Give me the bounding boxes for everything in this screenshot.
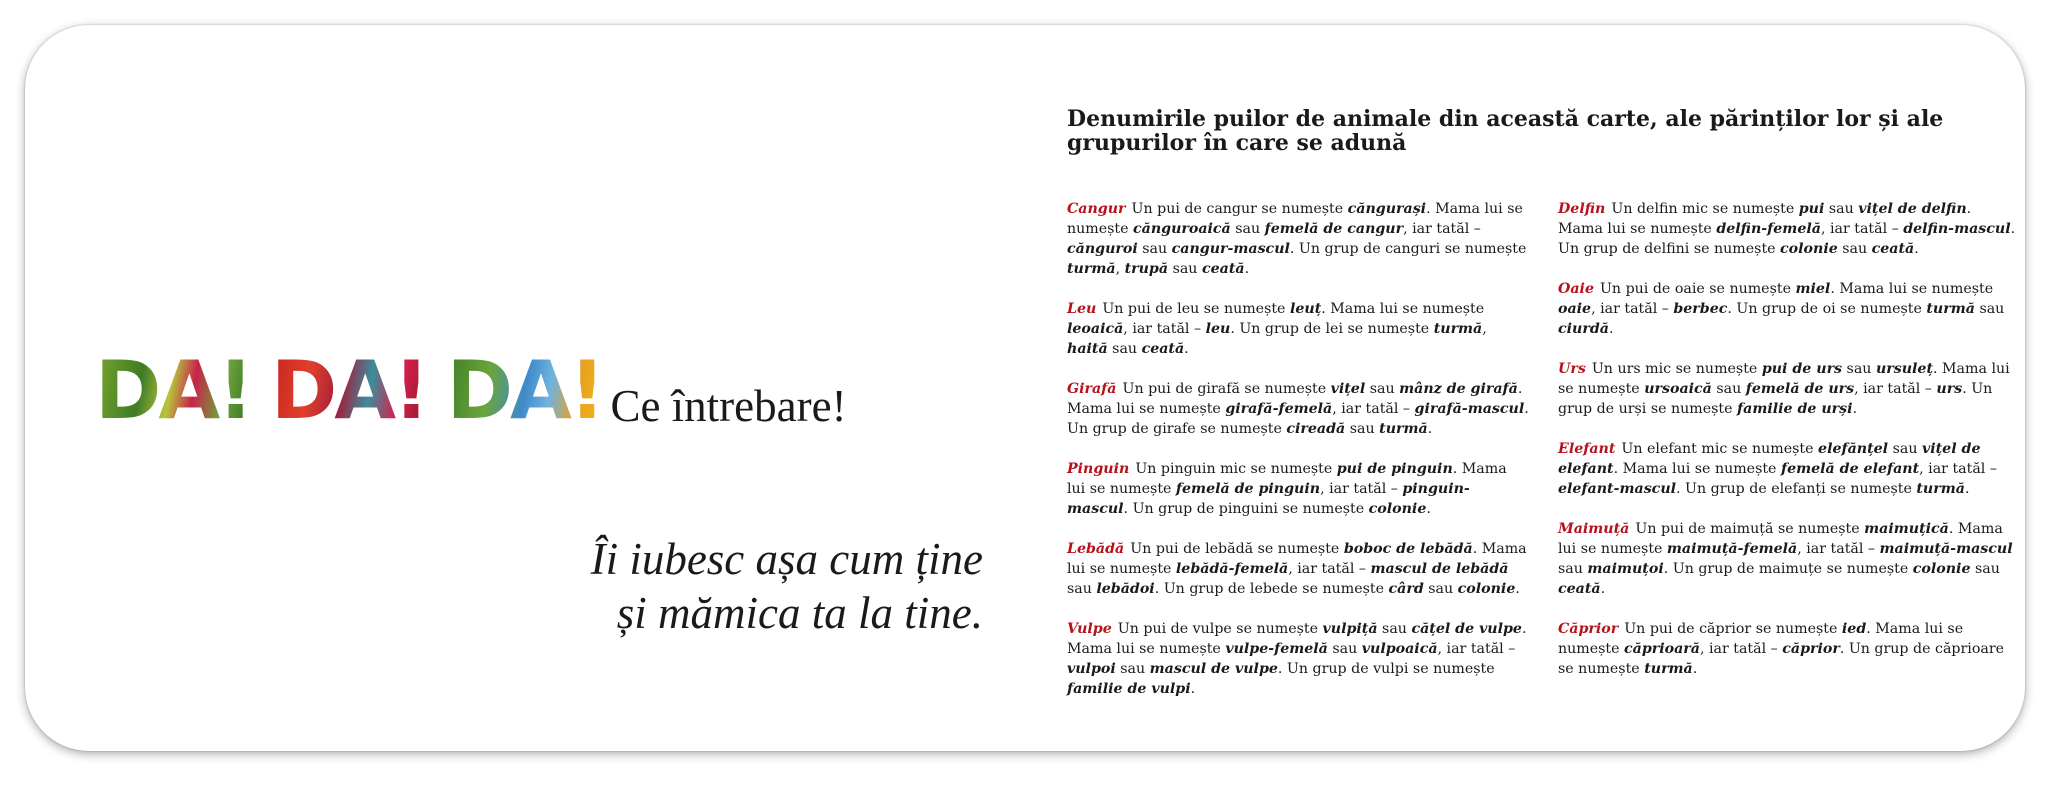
entry-text: sau	[1168, 261, 1202, 277]
entry-text: , iar tatăl –	[1123, 321, 1206, 337]
entry-text: sau	[1327, 641, 1362, 657]
entry-text: sau	[1365, 381, 1400, 397]
term: turmă	[1926, 301, 1975, 317]
term: cățel de vulpe	[1411, 621, 1522, 637]
glossary-entry	[1558, 199, 2020, 259]
term: trupă	[1124, 261, 1169, 277]
term: vulpe-femelă	[1225, 641, 1328, 657]
tagline: Ce întrebare!	[610, 381, 847, 431]
glossary-entry	[1558, 359, 2020, 419]
term: mascul de lebădă	[1370, 561, 1509, 577]
entry-text: . Un grup de oi se numește	[1727, 301, 1927, 317]
entry-text: . Mama lui se numește	[1613, 461, 1781, 477]
entry-text: Un pui de maimuță se numește	[1635, 521, 1865, 537]
term: ied	[1841, 621, 1867, 637]
term: delfin-femelă	[1716, 221, 1821, 237]
entry-text: .	[1190, 681, 1196, 697]
entry-text: . Un grup de girafe se numește	[1067, 401, 1529, 437]
term: cireadă	[1286, 421, 1346, 437]
animal-name: Cangur	[1067, 201, 1126, 217]
entry-text: . Mama lui se numește	[1558, 621, 1964, 657]
animal-name: Vulpe	[1067, 621, 1112, 637]
term: căprioară	[1624, 641, 1700, 657]
entry-text: . Mama lui se numește	[1067, 461, 1507, 497]
term: vulpoaică	[1361, 641, 1438, 657]
entry-text: sau	[1137, 241, 1172, 257]
animal-name: Pinguin	[1067, 461, 1130, 477]
entry-text: Un delfin mic se numește	[1611, 201, 1799, 217]
term: cănguroi	[1067, 241, 1138, 257]
entry-text: Un pui de vulpe se numește	[1117, 621, 1323, 637]
term: pui	[1798, 201, 1825, 217]
term: familie de urși	[1737, 401, 1853, 417]
entry-text: , iar tatăl –	[1320, 481, 1403, 497]
entry-text: sau	[1230, 221, 1265, 237]
entry-text: sau	[1345, 421, 1380, 437]
animal-name: Leu	[1067, 301, 1097, 317]
animal-name: Girafă	[1067, 381, 1117, 397]
term: oaie	[1558, 301, 1592, 317]
book-spread	[25, 25, 2025, 751]
entry-text: .	[1692, 661, 1698, 677]
animal-name: Urs	[1558, 361, 1586, 377]
entry-text: ,	[1482, 321, 1487, 337]
entry-text: Un pinguin mic se numește	[1135, 461, 1337, 477]
entry-text: . Mama lui se numește	[1067, 201, 1523, 237]
entry-text: . Un grup de lei se numește	[1230, 321, 1434, 337]
entry-text: , iar tatăl –	[1919, 461, 1997, 477]
entry-text: .	[1244, 261, 1250, 277]
entry-text: .	[1964, 481, 1970, 497]
entry-text: , iar tatăl –	[1437, 641, 1516, 657]
animal-name: Lebădă	[1067, 541, 1125, 557]
term: ursuleț	[1875, 361, 1934, 377]
love-line: Îi iubesc așa cum ține	[590, 534, 983, 584]
entry-text: Un pui de căprior se numește	[1624, 621, 1842, 637]
term: maimuțoi	[1587, 561, 1664, 577]
glossary-entry	[1558, 519, 2020, 599]
term: căprior	[1782, 641, 1840, 657]
animal-name: Căprior	[1558, 621, 1619, 637]
entry-text: . Un grup de canguri se numește	[1289, 241, 1527, 257]
term: turmă	[1379, 421, 1428, 437]
entry-text: Un pui de lebădă se numește	[1130, 541, 1344, 557]
entry-text: . Mama lui se numește	[1558, 521, 2003, 557]
term: ursoaică	[1644, 381, 1712, 397]
entry-text: , iar tatăl –	[1332, 401, 1415, 417]
entry-text: , iar tatăl –	[1854, 381, 1937, 397]
term: ceată	[1141, 341, 1185, 357]
term: turmă	[1067, 261, 1116, 277]
term: cangur-mascul	[1171, 241, 1290, 257]
entry-text: . Un grup de elefanți se numește	[1676, 481, 1917, 497]
term: elefănțel	[1818, 441, 1889, 457]
entry-text: sau	[1974, 301, 2005, 317]
term: mânz de girafă	[1399, 381, 1518, 397]
glossary-entry	[1558, 619, 2020, 679]
term: girafă-mascul	[1414, 401, 1525, 417]
term: cănguroaică	[1133, 221, 1231, 237]
term: vițel de elefant	[1558, 441, 1981, 477]
term: femelă de elefant	[1780, 461, 1920, 477]
page-heading: Denumirile puilor de animale din această carte, ale părinților lor și ale grupurilor în care se adună	[1067, 106, 1944, 156]
da-word: DA!	[95, 344, 251, 437]
glossary-entry	[1067, 539, 1529, 599]
entry-text: Un elefant mic se numește	[1621, 441, 1819, 457]
animal-name: Elefant	[1558, 441, 1616, 457]
entry-text: , iar tatăl –	[1797, 541, 1880, 557]
glossary-entry	[1558, 439, 2020, 499]
term: ciurdă	[1558, 321, 1609, 337]
term: pui de urs	[1761, 361, 1843, 377]
term: turmă	[1916, 481, 1965, 497]
entry-text: sau	[1067, 581, 1097, 597]
term: boboc de lebădă	[1343, 541, 1473, 557]
term: urs	[1936, 381, 1963, 397]
da-word: DA!	[446, 344, 603, 437]
entry-text: , iar tatăl –	[1288, 561, 1371, 577]
entry-text: , iar tatăl –	[1591, 301, 1674, 317]
term: haită	[1067, 341, 1108, 357]
term: leoaică	[1067, 321, 1124, 337]
term: colonie	[1457, 581, 1516, 597]
entry-text: .	[1600, 581, 1606, 597]
term: delfin-mascul	[1903, 221, 2011, 237]
entry-text: .	[1426, 501, 1431, 517]
entry-text: .	[1427, 421, 1433, 437]
term: ceată	[1201, 261, 1245, 277]
entry-text: , iar tatăl –	[1820, 221, 1904, 237]
glossary-entry	[1067, 619, 1529, 699]
entry-text: . Mama lui se numește	[1830, 281, 1994, 297]
entry-text: sau	[1711, 381, 1746, 397]
entry-text: . Mama lui se numește	[1067, 381, 1523, 417]
term: maimuță-mascul	[1879, 541, 2013, 557]
glossary-entry	[1067, 199, 1529, 279]
term: turmă	[1644, 661, 1693, 677]
entry-text: sau	[1107, 341, 1142, 357]
entry-text: sau	[1888, 441, 1922, 457]
entry-text: . Un grup de urși se numește	[1558, 381, 1993, 417]
term: femelă de pinguin	[1175, 481, 1321, 497]
love-verse	[591, 532, 983, 640]
entry-text: . Un grup de căprioare se numește	[1558, 641, 2005, 677]
animal-name: Maimuță	[1558, 521, 1630, 537]
entry-text: . Un grup de delfini se numește	[1558, 221, 2016, 257]
glossary-entry	[1067, 459, 1529, 519]
animal-name: Delfin	[1558, 201, 1606, 217]
entry-text: Un pui de girafă se numește	[1122, 381, 1331, 397]
term: leu	[1205, 321, 1231, 337]
term: cârd	[1388, 581, 1424, 597]
term: girafă-femelă	[1225, 401, 1333, 417]
glossary-entry	[1067, 299, 1529, 359]
term: vițel de delfin	[1858, 201, 1967, 217]
da-word: DA!	[270, 344, 427, 437]
entry-text: Un urs mic se numește	[1591, 361, 1762, 377]
entry-text: sau	[1115, 661, 1150, 677]
entry-text: sau	[1837, 241, 1872, 257]
term: lebădoi	[1096, 581, 1155, 597]
glossary-entry	[1067, 379, 1529, 439]
term: ceată	[1871, 241, 1915, 257]
term: maimuțică	[1864, 521, 1949, 537]
entry-text: . Mama lui se numește	[1321, 301, 1485, 317]
glossary-entry	[1558, 279, 2020, 339]
entry-text: sau	[1377, 621, 1412, 637]
animal-name: Oaie	[1558, 281, 1594, 297]
yes-line	[95, 344, 847, 437]
term: lebădă-femelă	[1175, 561, 1289, 577]
entry-text: . Un grup de maimuțe se numește	[1663, 561, 1913, 577]
entry-text: .	[1852, 401, 1858, 417]
term: berbec	[1673, 301, 1728, 317]
entry-text: Un pui de leu se numește	[1102, 301, 1290, 317]
glossary-column-left	[1067, 199, 1529, 719]
entry-text: , iar tatăl –	[1403, 221, 1481, 237]
term: vulpoi	[1067, 661, 1116, 677]
love-line: și mămica ta la tine.	[616, 588, 983, 638]
term: colonie	[1780, 241, 1838, 257]
entry-text: sau	[1423, 581, 1458, 597]
entry-text: Un pui de cangur se numește	[1131, 201, 1348, 217]
term: maimuță-femelă	[1666, 541, 1798, 557]
entry-text: sau	[1824, 201, 1859, 217]
glossary-column-right	[1558, 199, 2020, 699]
term: vițel	[1330, 381, 1366, 397]
entry-text: . Mama lui se numește	[1558, 201, 1972, 237]
term: pui de pinguin	[1336, 461, 1453, 477]
term: pinguin-mascul	[1067, 481, 1470, 517]
term: femelă de cangur	[1264, 221, 1404, 237]
entry-text: . Mama lui se numește	[1067, 621, 1527, 657]
entry-text: . Mama lui se numește	[1067, 541, 1527, 577]
term: leuț	[1289, 301, 1322, 317]
entry-text: . Un grup de lebede se numește	[1154, 581, 1389, 597]
term: femelă de urs	[1745, 381, 1855, 397]
entry-text: sau	[1842, 361, 1876, 377]
term: miel	[1795, 281, 1831, 297]
entry-text: ,	[1115, 261, 1125, 277]
term: turmă	[1433, 321, 1483, 337]
term: ceată	[1558, 581, 1601, 597]
entry-text: .	[1515, 581, 1520, 597]
entry-text: sau	[1970, 561, 2000, 577]
term: colonie	[1368, 501, 1427, 517]
term: căngurași	[1347, 201, 1427, 217]
term: mascul de vulpe	[1149, 661, 1278, 677]
entry-text: , iar tatăl –	[1699, 641, 1783, 657]
entry-text: . Mama lui se numește	[1558, 361, 2010, 397]
term: elefant-mascul	[1558, 481, 1677, 497]
term: familie de vulpi	[1067, 681, 1191, 697]
term: vulpiță	[1322, 621, 1378, 637]
entry-text: . Un grup de vulpi se numește	[1277, 661, 1495, 677]
entry-text: .	[1608, 321, 1614, 337]
entry-text: .	[1184, 341, 1189, 357]
entry-text: .	[1914, 241, 1919, 257]
entry-text: . Un grup de pinguini se numește	[1123, 501, 1369, 517]
entry-text: Un pui de oaie se numește	[1599, 281, 1796, 297]
entry-text: sau	[1558, 561, 1588, 577]
term: colonie	[1912, 561, 1971, 577]
